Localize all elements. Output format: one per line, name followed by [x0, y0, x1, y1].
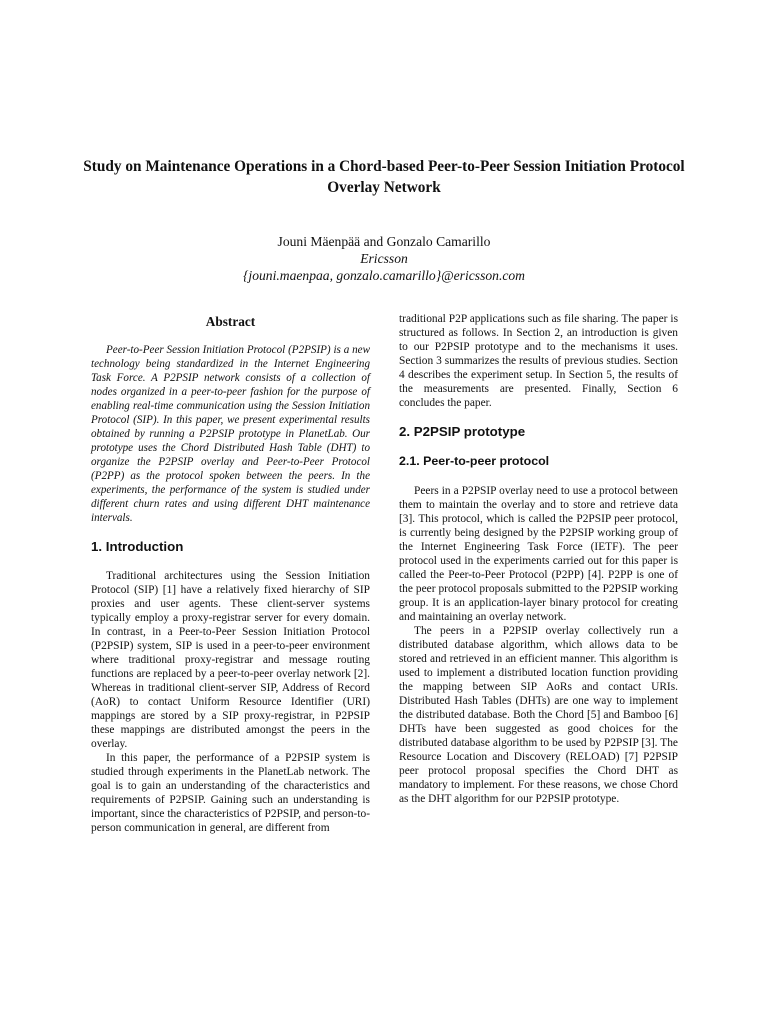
left-column	[91, 312, 370, 835]
peer-protocol-paragraph-2: The peers in a P2PSIP overlay collectively run a distributed database algorithm, which allows data to be stored and retrieved in an efficient manner. This algorithm is used to implement a distributed location function providing the mapping between SIP AoRs and contact URIs. Distributed Hash Tables (DHTs) are one way to implement the distributed database. Both the Chord [5] and Bamboo [6] DHTs have been suggested as good choices for the distributed database algorithm to be used by P2PSIP [3]. The Resource Location and Discovery (RELOAD) [7] P2PSIP peer protocol proposal specifies the Chord DHT as mandatory to implement. For these reasons, we chose Chord as the DHT algorithm for our P2PSIP prototype.	[399, 625, 678, 805]
intro-continuation-paragraph: traditional P2P applications such as file sharing. The paper is structured as follows. In Section 2, an introduction is given to our P2PSIP prototype and to the mechanisms it uses. Section 3 summarizes the results of previous studies. Section 4 describes the experiment setup. In Section 5, the results of the measurements are presented. Finally, Section 6 concludes the paper.	[399, 313, 678, 409]
right-column	[399, 312, 678, 806]
abstract-heading: Abstract	[205, 314, 256, 329]
section-heading-p2psip-prototype: 2. P2PSIP prototype	[399, 424, 526, 439]
author-block	[84, 233, 684, 284]
intro-paragraph-2: In this paper, the performance of a P2PSIP system is studied through experiments in the PlanetLab network. The goal is to gain an understanding of the characteristics and requirements of P2PSIP. Gaining such an understanding is important, since the characteristics of P2PSIP, and person-to-person communication in general, are different from	[91, 752, 370, 834]
paper-title: Study on Maintenance Operations in a Chord-based Peer-to-Peer Session Initiation Protocol Overlay Network	[83, 158, 685, 196]
section-heading-introduction: 1. Introduction	[91, 539, 184, 554]
author-email: {jouni.maenpaa, gonzalo.camarillo}@ericsson.com	[242, 268, 526, 283]
peer-protocol-paragraph-1: Peers in a P2PSIP overlay need to use a protocol between them to maintain the overlay and to store and retrieve data [3]. This protocol, which is called the P2PSIP peer protocol, is currently being designed by the P2PSIP working group of the Internet Engineering Task Force (IETF). The peer protocol used in the experiments carried out for this paper is called the Peer-to-Peer Protocol (P2PP) [4]. P2PP is one of the peer protocol proposals submitted to the P2PSIP working group. It is an application-layer binary protocol for creating and maintaining an overlay network.	[399, 485, 678, 623]
abstract-text: Peer-to-Peer Session Initiation Protocol (P2PSIP) is a new technology being standardized in the Internet Engineering Task Force. A P2PSIP network consists of a collection of nodes organized in a peer-to-peer fashion for the purpose of enabling real-time communication using the Session Initiation Protocol (SIP). In this paper, we present experimental results obtained by running a P2PSIP prototype in PlanetLab. Our prototype uses the Chord Distributed Hash Table (DHT) to organize the P2PSIP overlay and Peer-to-Peer Protocol (P2PP) as the protocol spoken between the peers. In the experiments, the performance of the system is studied under different churn rates and using different DHT maintenance intervals.	[91, 344, 370, 524]
author-affiliation: Ericsson	[360, 251, 408, 266]
intro-paragraph-1: Traditional architectures using the Session Initiation Protocol (SIP) [1] have a relatively fixed hierarchy of SIP proxies and user agents. These client-server systems typically employ a proxy-registrar server for every domain. In contrast, in a Peer-to-Peer Session Initiation Protocol (P2PSIP) system, SIP is used in a peer-to-peer environment where traditional proxy-registrar and message routing functions are replaced by a peer-to-peer overlay network [2]. Whereas in traditional client-server SIP, Address of Record (AoR) to contact Uniform Resource Identifier (URI) mappings are stored by a SIP proxy-registrar, in P2PSIP these mappings are distributed amongst the peers in the overlay.	[91, 570, 370, 750]
author-names: Jouni Mäenpää and Gonzalo Camarillo	[277, 234, 491, 249]
subsection-heading-peer-protocol: 2.1. Peer-to-peer protocol	[399, 454, 550, 468]
